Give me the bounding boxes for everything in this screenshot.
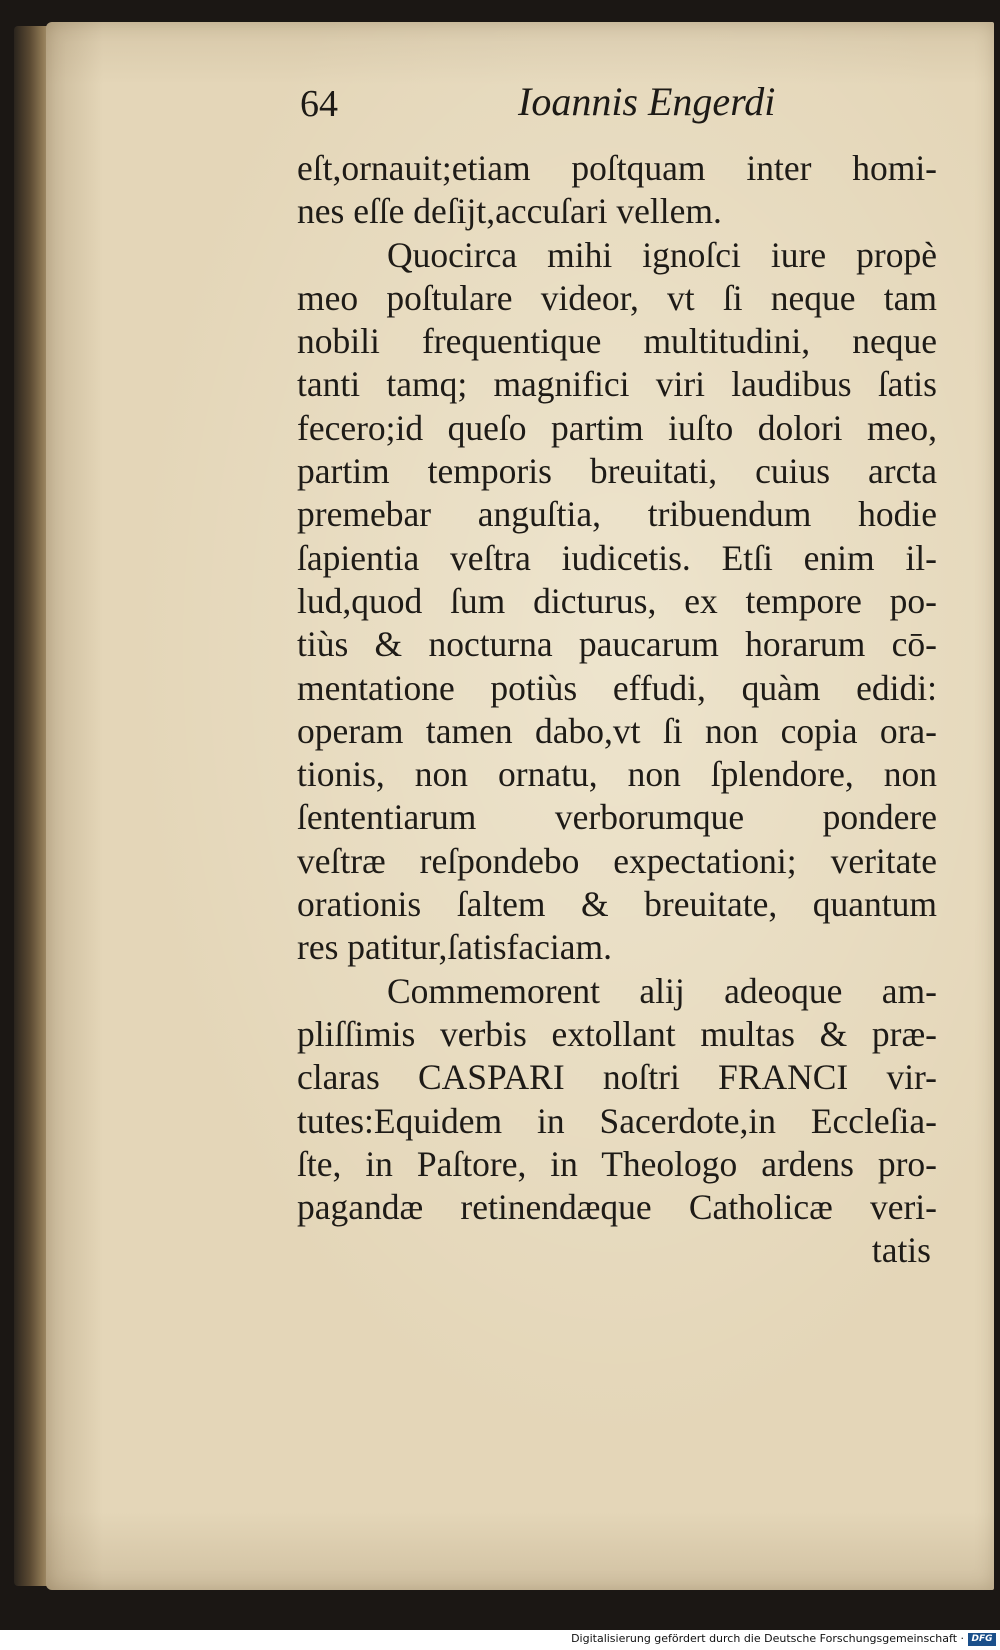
page-header: [300, 78, 800, 138]
text-line: res patitur,ſatisfaciam.: [297, 927, 612, 968]
text-line: veſtræ reſpondebo expectationi; veritate: [297, 840, 937, 881]
text-line: tutes:Equidem in Sacerdote,in Eccleſia-: [297, 1100, 937, 1141]
text-line: Commemorent alij adeoque am-: [387, 970, 937, 1011]
text-line: lud,quod ſum dicturus, ex tempore po-: [297, 580, 937, 621]
text-line: tionis, non ornatu, non ſplendore, non: [297, 754, 937, 795]
text-line: partim temporis breuitati, cuius arcta: [297, 451, 937, 492]
text-line: pagandæ retinendæque Catholicæ veri-: [297, 1187, 937, 1228]
running-head: Ioannis Engerdi: [518, 79, 776, 124]
page-number: 64: [300, 83, 338, 125]
text-line: claras CASPARI noſtri FRANCI vir-: [297, 1057, 937, 1098]
text-line: ſte, in Paſtore, in Theologo ardens pro-: [297, 1143, 937, 1184]
body-text: [297, 147, 937, 1273]
text-line: fecero;id queſo partim iuſto dolori meo,: [297, 407, 937, 448]
text-line: mentatione potiùs effudi, quàm edidi:: [297, 667, 937, 708]
text-line: operam tamen dabo,vt ſi non copia ora-: [297, 710, 937, 751]
text-line: orationis ſaltem & breuitate, quantum: [297, 884, 937, 925]
text-line: nobili frequentique multitudini, neque: [297, 321, 937, 362]
text-line: ſapientia veſtra iudicetis. Etſi enim il-: [297, 537, 937, 578]
text-line: nes eſſe deſijt,accuſari vellem.: [297, 191, 722, 232]
dfg-logo: DFG: [968, 1633, 996, 1646]
text-line: eſt,ornauit;etiam poſtquam inter homi-: [297, 148, 937, 188]
text-line: premebar anguſtia, tribuendum hodie: [297, 494, 937, 535]
catchword: tatis: [871, 1230, 931, 1271]
digitization-footer: [0, 1630, 1000, 1650]
funding-credit: Digitalisierung gefördert durch die Deutsche Forschungsgemeinschaft ·: [571, 1632, 964, 1645]
text-line: Quocirca mihi ignoſci iure propè: [387, 234, 937, 275]
text-line: ſententiarum verborumque pondere: [297, 797, 937, 838]
text-line: pliſſimis verbis extollant multas & præ-: [297, 1013, 937, 1054]
text-line: meo poſtulare videor, vt ſi neque tam: [297, 277, 937, 318]
text-line: tanti tamq; magnifici viri laudibus ſatis: [297, 364, 937, 405]
text-line: tiùs & nocturna paucarum horarum cō-: [297, 624, 937, 665]
